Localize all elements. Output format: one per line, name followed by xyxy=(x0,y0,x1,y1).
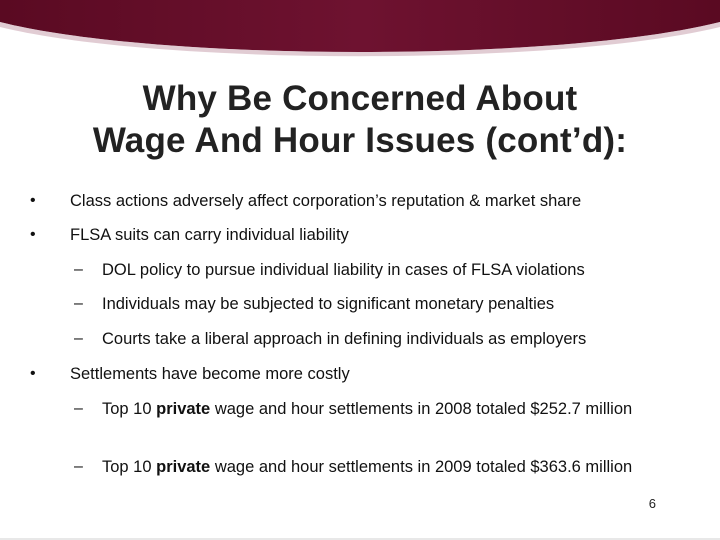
bullet-3-text: Settlements have become more costly xyxy=(70,365,350,383)
page-number: 6 xyxy=(648,496,656,511)
bullet-marker: • xyxy=(30,226,36,243)
sub-text-prefix: Top 10 xyxy=(102,458,157,476)
bullet-3-sub-1-text xyxy=(102,399,672,419)
slide-title-line-2: Wage And Hour Issues (cont’d): xyxy=(92,121,628,160)
sub-bullet-marker: – xyxy=(74,295,83,312)
sub-text-emphasis: private xyxy=(156,400,211,418)
bullet-2-sub-1-text: DOL policy to pursue individual liability in cases of FLSA violations xyxy=(102,261,585,279)
bullet-1-text: Class actions adversely affect corporation’s reputation & market share xyxy=(70,192,582,210)
bullet-2-text: FLSA suits can carry individual liability xyxy=(70,226,349,244)
sub-text-prefix: Top 10 xyxy=(102,400,157,418)
bullet-marker: • xyxy=(30,192,36,209)
bullet-marker: • xyxy=(30,365,36,382)
sub-bullet-marker: – xyxy=(74,261,83,278)
sub-bullet-marker: – xyxy=(74,330,83,347)
sub-bullet-marker: – xyxy=(74,400,83,417)
sub-bullet-marker: – xyxy=(74,458,83,475)
sub-text-suffix: wage and hour settlements in 2009 totaled $363.6 million xyxy=(210,458,633,476)
sub-text-suffix: wage and hour settlements in 2008 totaled $252.7 million xyxy=(210,400,633,418)
sub-text-emphasis: private xyxy=(156,458,211,476)
slide-title-line-1: Why Be Concerned About xyxy=(142,79,578,118)
bullet-3-sub-2-text xyxy=(102,457,672,477)
bullet-2-sub-3-text: Courts take a liberal approach in defining individuals as employers xyxy=(102,330,587,348)
bullet-2-sub-2-text: Individuals may be subjected to significant monetary penalties xyxy=(102,295,555,313)
